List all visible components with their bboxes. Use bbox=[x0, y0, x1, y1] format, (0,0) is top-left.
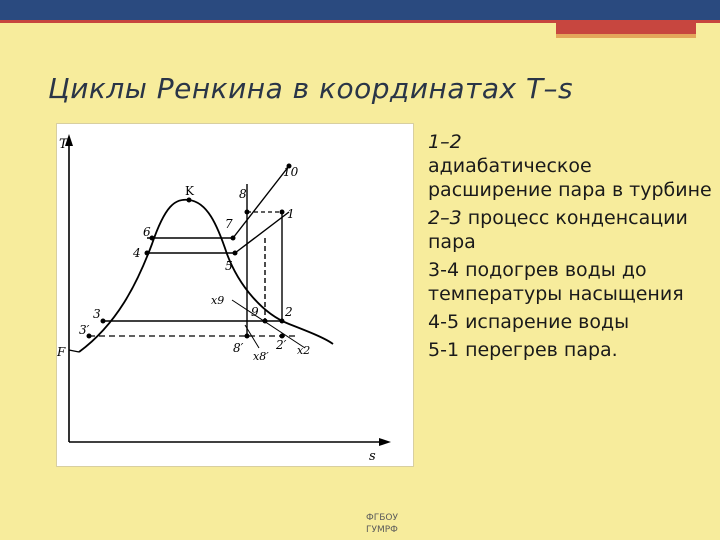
point-2 bbox=[280, 319, 285, 324]
x-axis-arrow bbox=[379, 438, 391, 446]
process-1-2-number: 1–2 bbox=[428, 131, 462, 153]
point-K bbox=[187, 198, 192, 203]
label-8: 8 bbox=[239, 187, 247, 201]
label-2p: 2′ bbox=[276, 338, 287, 352]
label-x8p: x8′ bbox=[253, 350, 269, 363]
label-7: 7 bbox=[225, 217, 233, 231]
process-2-3 bbox=[428, 206, 713, 254]
footer-line-2: ГУМРФ bbox=[366, 525, 398, 535]
footer-org bbox=[366, 512, 398, 536]
process-description bbox=[428, 130, 713, 366]
process-5-1-text: 5-1 перегрев пара. bbox=[428, 339, 618, 361]
label-10: 10 bbox=[283, 165, 299, 179]
point-1 bbox=[280, 210, 285, 215]
point-5 bbox=[233, 251, 238, 256]
ts-diagram bbox=[56, 123, 414, 467]
slide-title: Циклы Ренкина в координатах T–s bbox=[48, 72, 574, 105]
header-bar bbox=[0, 0, 720, 20]
y-axis-label: T bbox=[59, 137, 68, 152]
label-x9: x9 bbox=[211, 294, 225, 307]
point-4 bbox=[145, 251, 150, 256]
process-1-2-text: адиабатическое расширение пара в турбине bbox=[428, 155, 712, 201]
label-K: K bbox=[185, 184, 194, 198]
label-1: 1 bbox=[287, 207, 295, 221]
process-2-3-text: процесс конденсации пара bbox=[428, 207, 688, 253]
x-axis-label: s bbox=[369, 449, 376, 464]
process-1-2 bbox=[428, 130, 713, 202]
label-9: 9 bbox=[251, 305, 259, 319]
process-3-4-text: 3-4 подогрев воды до температуры насыщения bbox=[428, 259, 684, 305]
process-4-5 bbox=[428, 310, 713, 334]
point-3 bbox=[101, 319, 106, 324]
label-6: 6 bbox=[143, 225, 151, 239]
label-5: 5 bbox=[225, 259, 233, 273]
point-8 bbox=[245, 210, 250, 215]
saturation-curve bbox=[79, 200, 333, 352]
label-F: F bbox=[57, 345, 66, 359]
superheat-7-10 bbox=[233, 166, 289, 238]
point-9 bbox=[263, 319, 268, 324]
superheat-5-1 bbox=[235, 212, 289, 253]
process-3-4 bbox=[428, 258, 713, 306]
process-5-1 bbox=[428, 338, 713, 362]
label-3p: 3′ bbox=[79, 323, 90, 337]
process-2-3-number: 2–3 bbox=[428, 207, 462, 229]
label-x2: x2 bbox=[297, 344, 311, 357]
label-2: 2 bbox=[285, 305, 293, 319]
label-3: 3 bbox=[93, 307, 101, 321]
header-accent-tab-shadow bbox=[556, 34, 696, 38]
point-7 bbox=[231, 236, 236, 241]
label-4: 4 bbox=[133, 246, 141, 260]
point-8p bbox=[245, 334, 250, 339]
header-accent-tab bbox=[556, 20, 696, 34]
label-8p: 8′ bbox=[233, 341, 244, 355]
liquid-line bbox=[69, 350, 79, 352]
ts-diagram-svg bbox=[57, 124, 413, 466]
footer-line-1: ФГБОУ bbox=[366, 513, 398, 523]
process-4-5-text: 4-5 испарение воды bbox=[428, 311, 630, 333]
